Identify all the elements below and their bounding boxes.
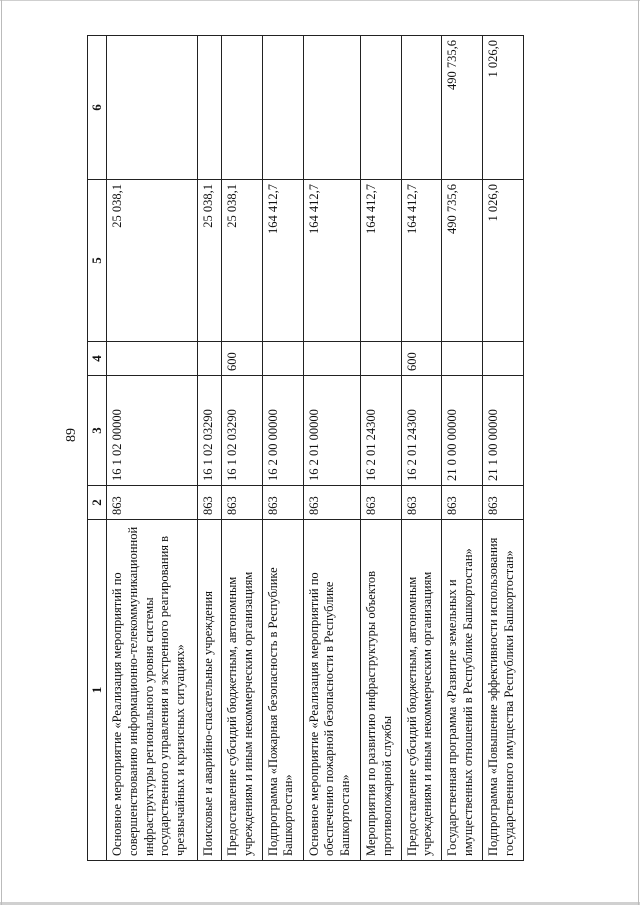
page-number: 89 [64,428,79,442]
table-row [262,36,303,861]
row-amount-col6 [360,36,401,180]
row-expense-type [303,342,360,376]
table-row [197,36,221,861]
col-header-4: 4 [88,342,107,376]
row-expense-type [360,342,401,376]
row-ministry-code: 863 [197,486,221,520]
row-name: Мероприятия по развитию инфраструктуры объектов противопожарной службы [360,520,401,861]
row-target-article: 21 0 00 00000 [442,376,483,486]
row-name: Предоставление субсидий бюджетным, автономным учреждениям и иным некоммерческим организациям [401,520,442,861]
row-expense-type [107,342,198,376]
scan-edge-top [0,0,640,1]
header-row [88,36,107,861]
table-row [303,36,360,861]
row-name: Подпрограмма «Повышение эффективности использования государственного имущества Республики Башкортостан» [483,520,524,861]
row-target-article: 16 1 02 00000 [107,376,198,486]
row-amount-col5: 25 038,1 [107,180,198,342]
row-target-article: 16 2 01 00000 [303,376,360,486]
table-row [401,36,442,861]
row-amount-col6 [197,36,221,180]
row-amount-col5: 164 412,7 [401,180,442,342]
row-amount-col5: 1 026,0 [483,180,524,342]
row-expense-type: 600 [222,342,263,376]
row-name: Основное мероприятие «Реализация мероприятий по совершенствованию информационно-телекоммуникационной инфраструктуры регионального уровня системы государственного управления и экстренного реагирования в чрезвычайных и кризисных ситуациях» [107,520,198,861]
row-ministry-code: 863 [262,486,303,520]
col-header-5: 5 [88,180,107,342]
row-ministry-code: 863 [442,486,483,520]
scan-edge-right [638,0,639,905]
row-name: Основное мероприятие «Реализация мероприятий по обеспечению пожарной безопасности в Республике Башкортостан» [303,520,360,861]
row-name: Подпрограмма «Пожарная безопасность в Республике Башкортостан» [262,520,303,861]
table-row [222,36,263,861]
row-name: Государственная программа «Развитие земельных и имущественных отношений в Республике Башкортостан» [442,520,483,861]
row-target-article: 16 2 01 24300 [360,376,401,486]
row-amount-col6: 490 735,6 [442,36,483,180]
row-target-article: 16 1 02 03290 [197,376,221,486]
row-name: Поисковые и аварийно-спасательные учреждения [197,520,221,861]
row-expense-type [197,342,221,376]
row-amount-col5: 164 412,7 [360,180,401,342]
table-row [483,36,524,861]
row-expense-type [442,342,483,376]
scan-edge-left [1,0,2,905]
table-row [442,36,483,861]
col-header-2: 2 [88,486,107,520]
row-expense-type [262,342,303,376]
row-amount-col6 [222,36,263,180]
col-header-1: 1 [88,520,107,861]
row-amount-col6 [262,36,303,180]
row-expense-type [483,342,524,376]
col-header-6: 6 [88,36,107,180]
row-ministry-code: 863 [222,486,263,520]
row-amount-col5: 164 412,7 [303,180,360,342]
budget-table-container [87,36,524,861]
row-amount-col6 [401,36,442,180]
row-name: Предоставление субсидий бюджетным, автономным учреждениям и иным некоммерческим организациям [222,520,263,861]
row-ministry-code: 863 [401,486,442,520]
row-target-article: 16 2 01 24300 [401,376,442,486]
row-amount-col5: 490 735,6 [442,180,483,342]
row-ministry-code: 863 [303,486,360,520]
row-target-article: 16 2 00 00000 [262,376,303,486]
col-header-3: 3 [88,376,107,486]
row-ministry-code: 863 [483,486,524,520]
budget-table [87,35,524,861]
row-amount-col5: 25 038,1 [197,180,221,342]
row-ministry-code: 863 [360,486,401,520]
row-target-article: 21 1 00 00000 [483,376,524,486]
row-amount-col6 [107,36,198,180]
table-row [107,36,198,861]
row-amount-col5: 25 038,1 [222,180,263,342]
row-ministry-code: 863 [107,486,198,520]
table-row [360,36,401,861]
row-amount-col6: 1 026,0 [483,36,524,180]
row-expense-type: 600 [401,342,442,376]
row-amount-col5: 164 412,7 [262,180,303,342]
row-amount-col6 [303,36,360,180]
row-target-article: 16 1 02 03290 [222,376,263,486]
